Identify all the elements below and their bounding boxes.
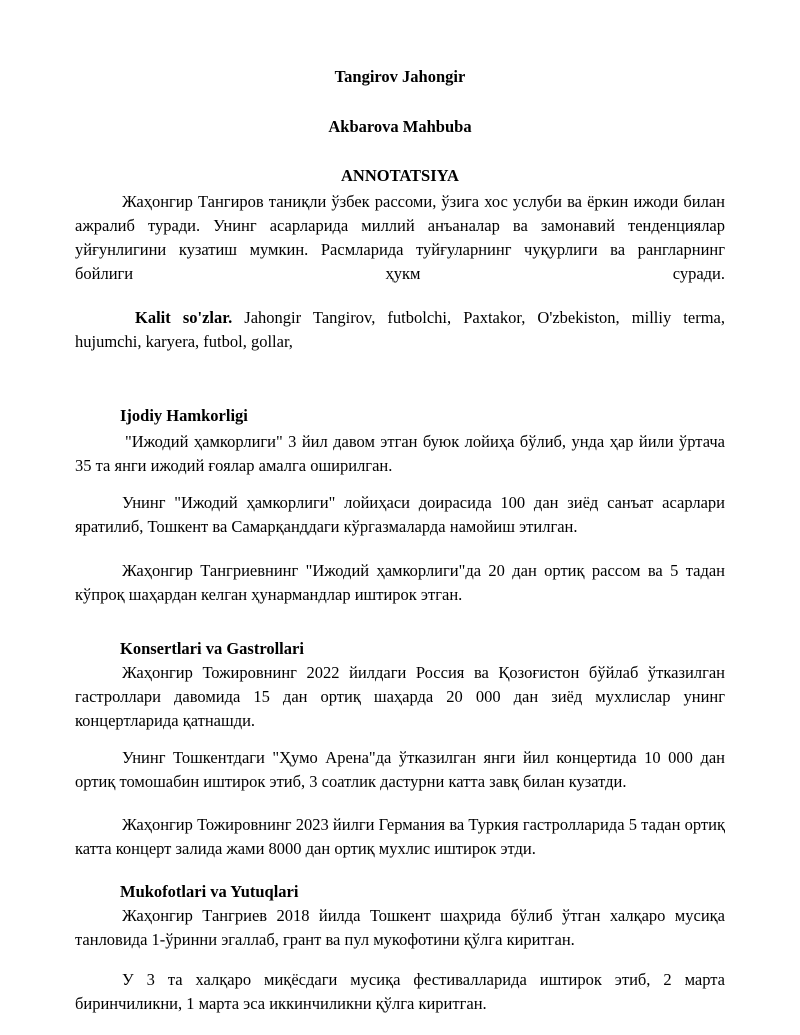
annotation-block [75, 190, 725, 286]
section-paragraph [75, 968, 725, 1016]
paragraph-text: "Ижодий ҳамкорлиги" 3 йил давом этган буюк лойиҳа бўлиб, унда ҳар йили ўртача 35 та янги ижодий ғоялар амалга оширилган. [75, 432, 725, 475]
annotation-paragraph: Жаҳонгир Тангиров таниқли ўзбек рассоми, ўзига хос услуби ва ёркин ижоди билан ажралиб туради. Унинг асарларида миллий анъаналар ва замонавий тенденциялар уйғунлигини кузатиш мумкин. Расмларида туйғуларнинг чуқурлиги ва рангларнинг бойлиги ҳукм суради. [75, 192, 725, 283]
paragraph-text: У 3 та халқаро миқёсдаги мусиқа фестивалларида иштирок этиб, 2 марта биринчиликни, 1 марта эса иккинчиликни қўлга киритган. [75, 970, 725, 1013]
section-heading-ijodiy: Ijodiy Hamkorligi [120, 406, 248, 425]
paragraph-text: Унинг "Ижодий ҳамкорлиги" лойиҳаси доирасида 100 дан зиёд санъат асарлари яратилиб, Тошкент ва Самарқанддаги кўргазмаларда намойиш этилган. [75, 493, 725, 536]
keywords-block [75, 306, 725, 354]
keywords-paragraph [75, 306, 725, 354]
paragraph-text: Унинг Тошкентдаги "Ҳумо Арена"да ўтказилган янги йил концертида 10 000 дан ортиқ томошабин иштирок этиб, 3 соатлик дастурни катта завқ билан кузатди. [75, 748, 725, 791]
keywords-text: Jahongir Tangirov, futbolchi, Paxtakor, O'zbekiston, milliy terma, hujumchi, karyera, futbol, gollar, [75, 308, 725, 351]
paragraph-text: Жаҳонгир Тангриев 2018 йилда Тошкент шаҳрида бўлиб ўтган халқаро мусиқа танловида 1-ўринни эгаллаб, грант ва пул мукофотини қўлга киритган. [75, 906, 725, 949]
keywords-label: Kalit so'zlar. [135, 308, 233, 327]
section-paragraph [75, 661, 725, 733]
section-paragraph [75, 559, 725, 607]
author-name-2: Akbarova Mahbuba [328, 117, 472, 136]
paragraph-text: Жаҳонгир Тожировнинг 2023 йилги Германия ва Туркия гастролларида 5 тадан ортиқ катта концерт залида жами 8000 дан ортиқ мухлис иштирок этди. [75, 815, 725, 858]
annotation-title: ANNOTATSIYA [341, 166, 459, 185]
author-name-1: Tangirov Jahongir [334, 67, 466, 86]
paragraph-text: Жаҳонгир Тангриевнинг "Ижодий ҳамкорлиги"да 20 дан ортиқ рассом ва 5 тадан кўпроқ шаҳардан келган ҳунармандлар иштирок этган. [75, 561, 725, 604]
paragraph-text: Жаҳонгир Тожировнинг 2022 йилдаги Россия ва Қозоғистон бўйлаб ўтказилган гастроллари давомида 15 дан ортиқ шаҳарда 20 000 дан зиёд мухлислар унинг концертларида қатнашди. [75, 663, 725, 730]
section-paragraph [75, 430, 725, 478]
section-paragraph [75, 491, 725, 539]
section-paragraph [75, 813, 725, 861]
section-paragraph [75, 746, 725, 794]
section-paragraph [75, 904, 725, 952]
section-heading-konsertlari: Konsertlari va Gastrollari [120, 639, 304, 658]
section-heading-mukofotlari: Mukofotlari va Yutuqlari [120, 882, 299, 901]
